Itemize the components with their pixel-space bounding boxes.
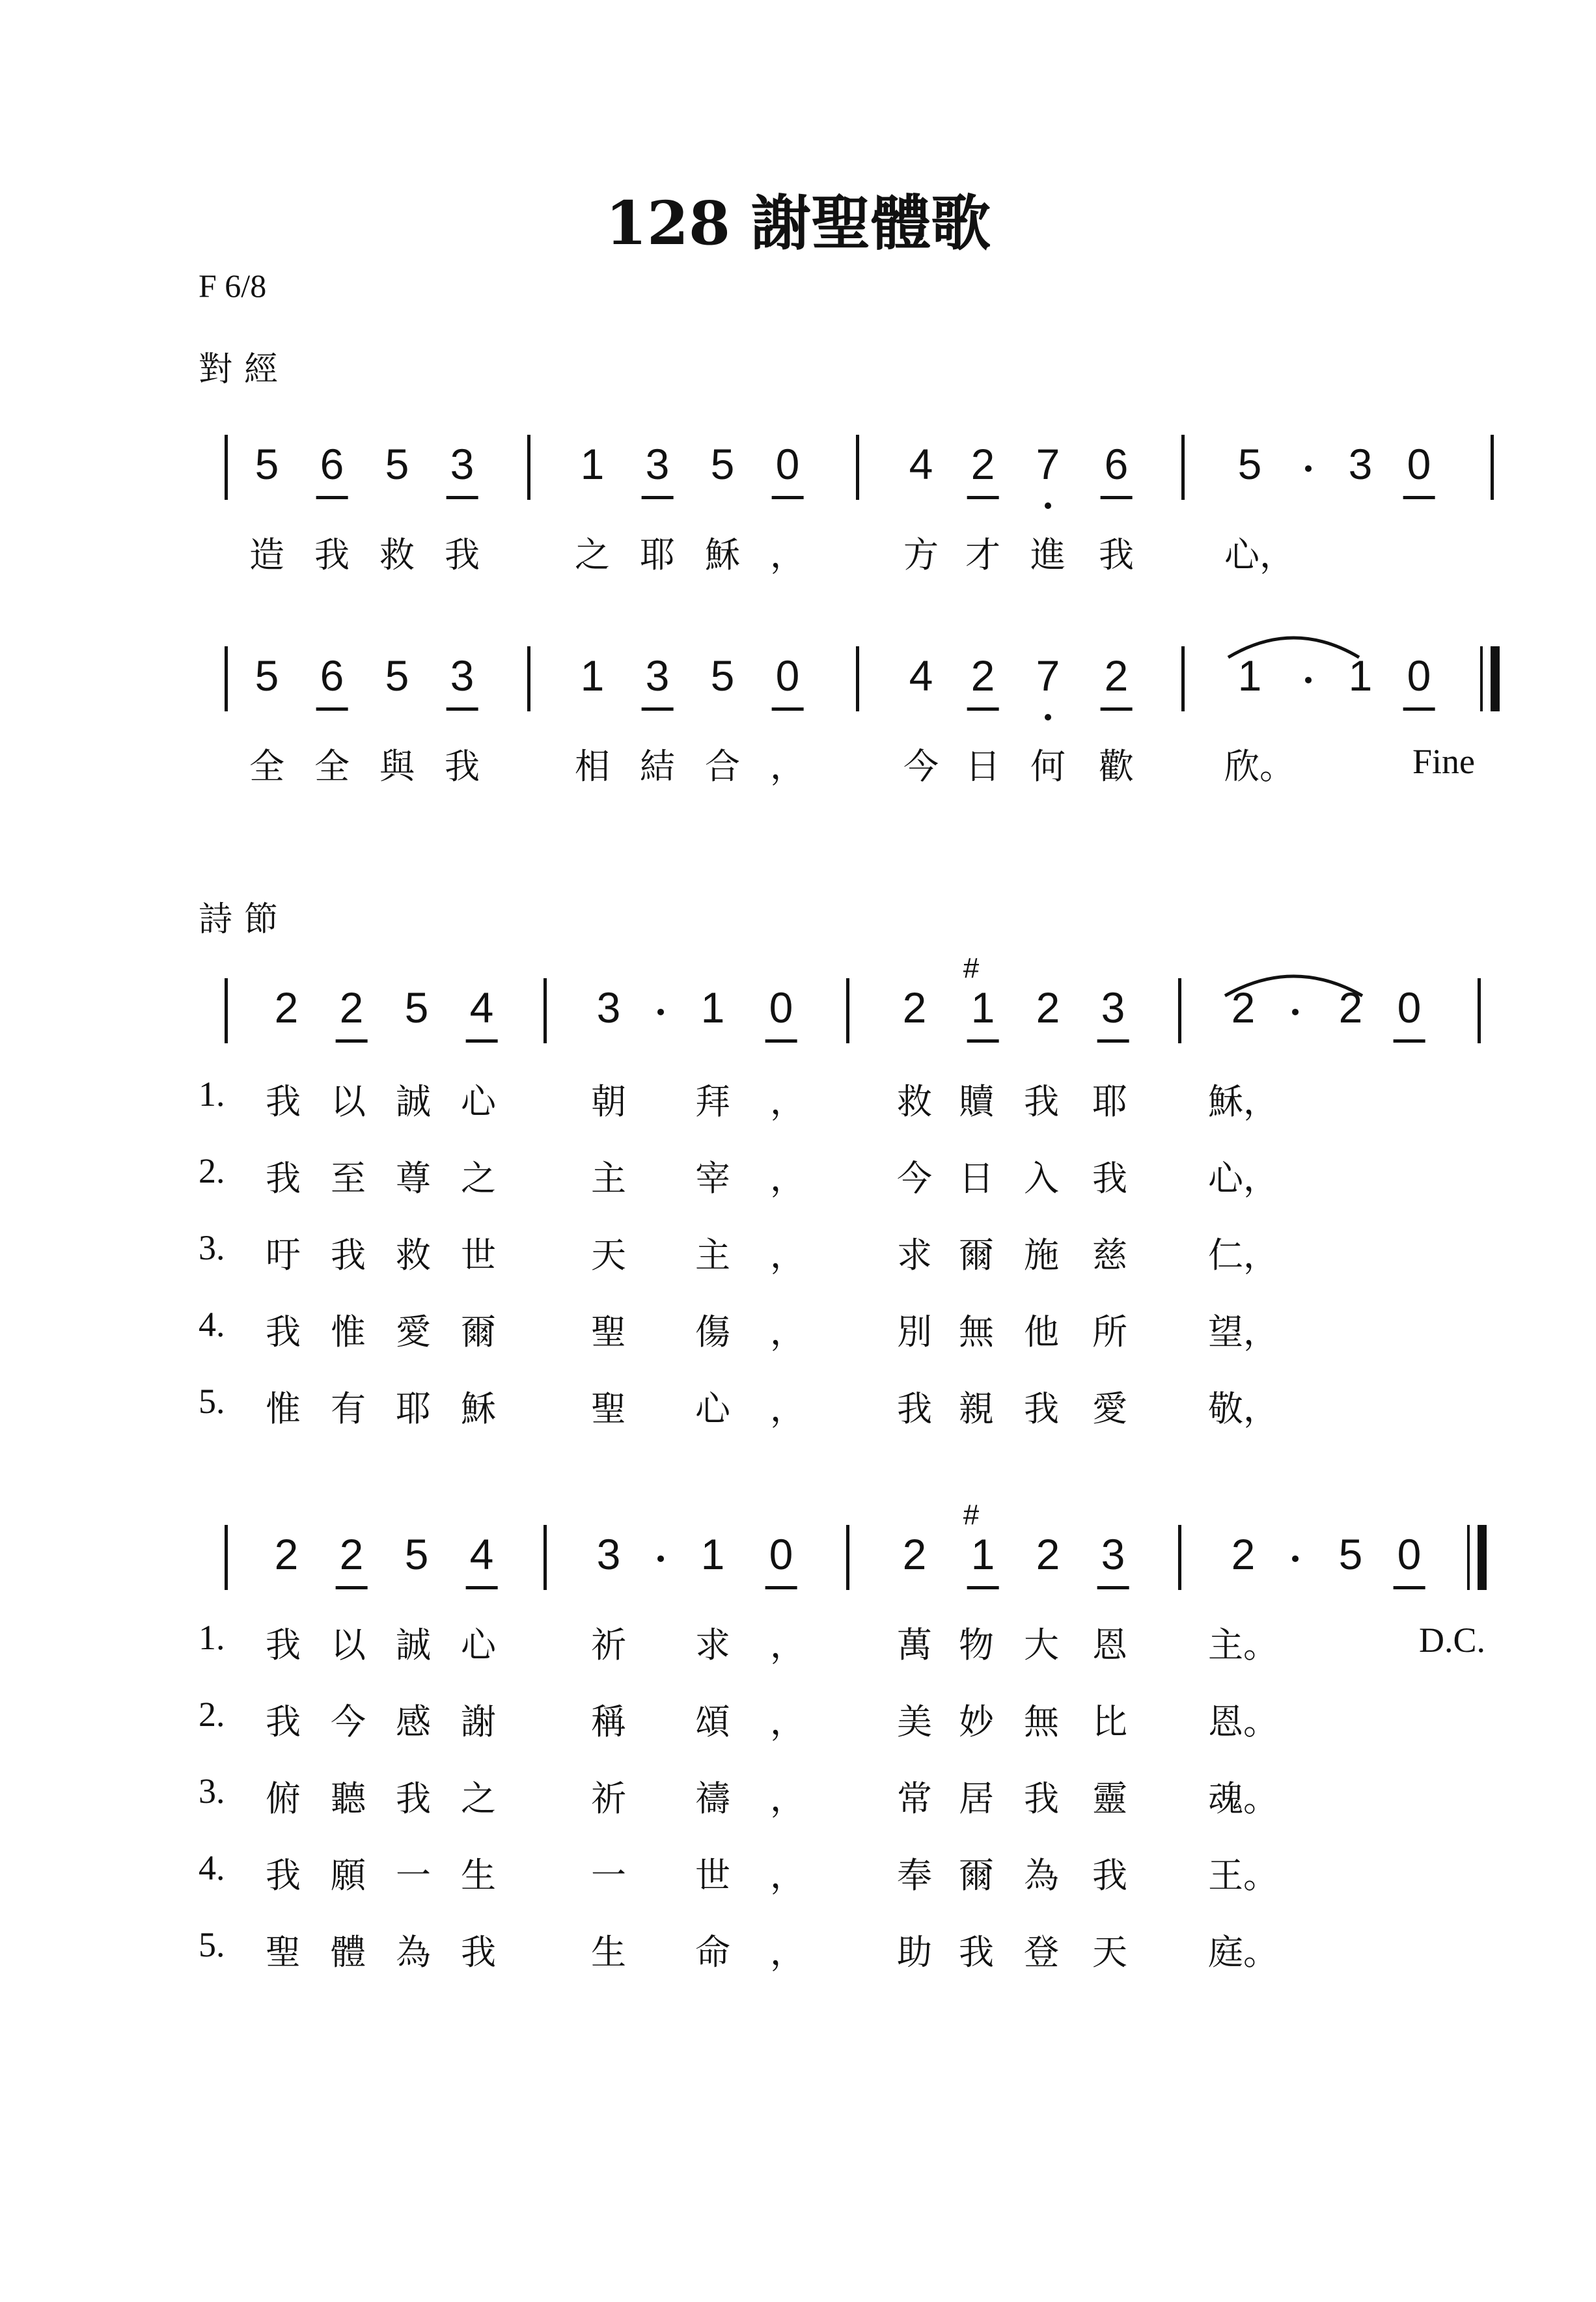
verse-lyric: 謝 [461, 1701, 496, 1742]
verse-lyric: 心 [461, 1081, 496, 1122]
verse-lyric: 施 [1024, 1235, 1059, 1276]
refrain-note: 6 [320, 443, 344, 486]
verse-lyric: 耶 [396, 1388, 431, 1429]
refrain-note-underline [772, 496, 804, 499]
refrain-note: 2 [971, 443, 995, 486]
refrain-note: 5 [710, 651, 735, 700]
verse-dot: · [654, 991, 667, 1033]
verse-lyric: 我 [1024, 1388, 1059, 1429]
verse-lyric: 誠 [396, 1624, 431, 1665]
verse-lyric: 我 [266, 1158, 301, 1199]
verse-note: 5 [1338, 1530, 1363, 1578]
verse-number: 1. [199, 1075, 225, 1114]
refrain-lyric: 造 [249, 534, 284, 575]
verse-lyric: 我 [461, 1932, 496, 1973]
verse-lyric: 拜 [695, 1081, 730, 1122]
verse-number: 2. [199, 1695, 225, 1734]
refrain-note-underline [1403, 707, 1435, 711]
verse-lyric: 入 [1024, 1158, 1059, 1199]
refrain-dot: · [1302, 659, 1315, 701]
verse-note: 0 [1397, 1533, 1422, 1576]
verse-note: 5 [404, 1530, 429, 1578]
verse-lyric: 朝 [591, 1081, 626, 1122]
verse-barline [225, 978, 228, 1043]
verse-number: 3. [199, 1228, 225, 1267]
verse-lyric: 居 [959, 1778, 994, 1819]
verse-lyric: 命 [695, 1932, 730, 1973]
verse-lyric: 萬 [897, 1624, 932, 1665]
verse-lyric: 心， [1208, 1158, 1278, 1199]
refrain-note: 1 [580, 651, 605, 700]
refrain-note: 0 [1407, 443, 1431, 486]
verse-lyric: 王。 [1208, 1855, 1278, 1896]
verse-lyric: 爾 [959, 1235, 994, 1276]
verse-lyric: 聖 [591, 1388, 626, 1429]
verse-lyric: 無 [959, 1311, 994, 1352]
verse-note: 3 [1101, 1533, 1125, 1576]
verse-lyric: 聖 [591, 1311, 626, 1352]
refrain-note-underline [1403, 496, 1435, 499]
verse-lyric: 為 [396, 1932, 431, 1973]
verse-number: 3. [199, 1772, 225, 1811]
verse-lyric: ， [770, 1235, 805, 1276]
verse-lyric: 宰 [695, 1158, 730, 1199]
refrain-lyric: 相 [575, 746, 610, 787]
verse-lyric: 聖 [266, 1932, 301, 1973]
verse-lyric: 仁， [1208, 1235, 1278, 1276]
verse-lyric: 惟 [266, 1388, 301, 1429]
refrain-lyric: 之 [575, 534, 610, 575]
refrain-lyric: 救 [379, 534, 415, 575]
refrain-note: 5 [385, 651, 409, 700]
verse-final-barline [1467, 1525, 1470, 1590]
verse-lyric: 庭。 [1208, 1932, 1278, 1973]
verse-lyric: 世 [461, 1235, 496, 1276]
verse-lyric: 無 [1024, 1701, 1059, 1742]
verse-lyric: 生 [591, 1932, 626, 1973]
refrain-lyric: 與 [379, 746, 415, 787]
refrain-note: 7 [1036, 651, 1060, 700]
verse-note: 2 [1338, 983, 1363, 1032]
verse-note: 4 [470, 1533, 494, 1576]
verse-lyric: 俯 [266, 1778, 301, 1819]
refrain-lyric: 才 [965, 534, 1000, 575]
verse-lyric: 至 [331, 1158, 366, 1199]
refrain-lyric: 我 [1099, 534, 1134, 575]
refrain-lyric: 今 [903, 746, 939, 787]
verse-lyric: 我 [1092, 1855, 1127, 1896]
verse-lyric: 我 [1092, 1158, 1127, 1199]
refrain-note: 5 [710, 440, 735, 488]
verse-barline [543, 978, 547, 1043]
refrain-barline [527, 435, 530, 500]
verse-lyric: 心 [461, 1624, 496, 1665]
refrain-low-octave-dot [1045, 502, 1051, 509]
refrain-note: 5 [1237, 440, 1262, 488]
verse-lyric: 誠 [396, 1081, 431, 1122]
refrain-note-underline [642, 496, 674, 499]
verse-barline [846, 978, 849, 1043]
fine-mark: Fine [1412, 742, 1476, 781]
refrain-lyric: ， [770, 534, 805, 575]
refrain-slur [1227, 625, 1360, 664]
verse-lyric: 奉 [897, 1855, 932, 1896]
refrain-lyric: 合 [705, 746, 740, 787]
verse-lyric: 願 [331, 1855, 366, 1896]
verse-note: 5 [404, 983, 429, 1032]
refrain-lyric: 進 [1030, 534, 1066, 575]
refrain-note-underline [967, 496, 999, 499]
verse-lyric: 稱 [591, 1701, 626, 1742]
refrain-note-underline [772, 707, 804, 711]
verse-note: 1 [700, 1530, 725, 1578]
verse-note-underline [765, 1039, 797, 1043]
verse-lyric: 為 [1024, 1855, 1059, 1896]
verse-lyric: 今 [331, 1701, 366, 1742]
refrain-note: 0 [1407, 654, 1431, 697]
verse-barline [1178, 978, 1181, 1043]
verse-lyric: 以 [331, 1081, 366, 1122]
verse-lyric: 惟 [331, 1311, 366, 1352]
refrain-barline [1181, 435, 1185, 500]
refrain-note-underline [1101, 496, 1133, 499]
verse-note-underline [967, 1039, 999, 1043]
refrain-note-underline [316, 496, 348, 499]
refrain-barline [225, 646, 228, 711]
verse-slur [1224, 963, 1364, 1002]
verse-lyric: 我 [266, 1624, 301, 1665]
refrain-note: 5 [385, 440, 409, 488]
key-signature: F 6/8 [199, 267, 267, 304]
verse-lyric: 主。 [1208, 1624, 1278, 1665]
verse-lyric: 感 [396, 1701, 431, 1742]
verse-lyric: 祈 [591, 1778, 626, 1819]
verse-number: 5. [199, 1925, 225, 1964]
verse-lyric: 吁 [266, 1235, 301, 1276]
refrain-note: 3 [450, 654, 475, 697]
verse-lyric: 世 [695, 1855, 730, 1896]
verse-lyric: 愛 [396, 1311, 431, 1352]
verse-number: 4. [199, 1305, 225, 1344]
refrain-note: 0 [776, 443, 800, 486]
verse-dot: · [1289, 991, 1302, 1033]
refrain-lyric: 我 [314, 534, 350, 575]
verse-lyric: 愛 [1092, 1388, 1127, 1429]
verse-lyric: 我 [266, 1701, 301, 1742]
verse-note-underline [1394, 1039, 1425, 1043]
verse-lyric: 祈 [591, 1624, 626, 1665]
verse-note-underline [1394, 1586, 1425, 1589]
verse-note: 3 [596, 983, 621, 1032]
verse-lyric: 救 [396, 1235, 431, 1276]
verse-note-underline [466, 1039, 498, 1043]
verse-note: 2 [902, 983, 927, 1032]
refrain-note-underline [642, 707, 674, 711]
refrain-note-underline [447, 496, 478, 499]
verse-note: 0 [769, 986, 793, 1029]
verse-note: 4 [470, 986, 494, 1029]
verse-lyric: 美 [897, 1701, 932, 1742]
verse-sharp-sign: # [963, 1499, 980, 1531]
refrain-lyric: 欣。 [1224, 746, 1295, 787]
refrain-note-underline [1101, 707, 1133, 711]
verse-lyric: 天 [591, 1235, 626, 1276]
verse-lyric: 傷 [695, 1311, 730, 1352]
verse-note: 2 [340, 986, 364, 1029]
verse-lyric: 親 [959, 1388, 994, 1429]
refrain-note: 1 [1237, 651, 1262, 700]
verse-lyric: 求 [897, 1235, 932, 1276]
verse-lyric: 主 [695, 1235, 730, 1276]
refrain-note: 6 [1105, 443, 1129, 486]
verse-lyric: 常 [897, 1778, 932, 1819]
verse-lyric: 靈 [1092, 1778, 1127, 1819]
verse-final-barline-thick [1480, 1525, 1487, 1590]
refrain-note: 7 [1036, 440, 1060, 488]
refrain-note: 6 [320, 654, 344, 697]
verse-lyric: 以 [331, 1624, 366, 1665]
verse-lyric: 物 [959, 1624, 994, 1665]
refrain-lyric: 歡 [1099, 746, 1134, 787]
verse-lyric: ， [770, 1778, 805, 1819]
verse-note: 3 [596, 1530, 621, 1578]
verse-dot: · [654, 1538, 667, 1580]
verse-note-underline [1097, 1586, 1129, 1589]
refrain-note-underline [316, 707, 348, 711]
refrain-note: 3 [646, 654, 670, 697]
verse-lyric: 魂。 [1208, 1778, 1278, 1819]
verse-lyric: 我 [266, 1855, 301, 1896]
verse-note-underline [1097, 1039, 1129, 1043]
verse-note-underline [336, 1586, 368, 1589]
refrain-barline [225, 435, 228, 500]
refrain-lyric: 全 [314, 746, 350, 787]
verse-lyric: 我 [897, 1388, 932, 1429]
verse-lyric: ， [770, 1388, 805, 1429]
refrain-note: 3 [1348, 440, 1373, 488]
verse-note: 1 [971, 986, 995, 1029]
refrain-barline [1181, 646, 1185, 711]
verses-label: 詩節 [199, 900, 290, 939]
verse-note: 0 [769, 1533, 793, 1576]
verse-note-underline [336, 1039, 368, 1043]
verse-lyric: 穌， [1208, 1081, 1278, 1122]
verse-lyric: 爾 [959, 1855, 994, 1896]
verse-lyric: 我 [266, 1081, 301, 1122]
verse-lyric: 之 [461, 1778, 496, 1819]
verse-lyric: 禱 [695, 1778, 730, 1819]
refrain-barline [527, 646, 530, 711]
verse-lyric: ， [770, 1311, 805, 1352]
verse-note-underline [466, 1586, 498, 1589]
refrain-lyric: 方 [903, 534, 939, 575]
verse-lyric: ， [770, 1081, 805, 1122]
verse-lyric: 有 [331, 1388, 366, 1429]
refrain-note: 5 [255, 651, 279, 700]
refrain-lyric: 何 [1030, 746, 1066, 787]
refrain-note: 1 [1348, 651, 1373, 700]
verse-lyric: 我 [959, 1932, 994, 1973]
refrain-label: 對經 [199, 350, 290, 389]
refrain-lyric: 心， [1224, 534, 1295, 575]
verse-lyric: 他 [1024, 1311, 1059, 1352]
verse-sharp-sign: # [963, 952, 980, 984]
refrain-lyric: 日 [965, 746, 1000, 787]
verse-lyric: 我 [1024, 1778, 1059, 1819]
verse-lyric: ， [770, 1624, 805, 1665]
refrain-final-barline-thick [1493, 646, 1500, 711]
verse-lyric: 別 [897, 1311, 932, 1352]
refrain-note-underline [447, 707, 478, 711]
verse-number: 2. [199, 1151, 225, 1190]
verse-number: 4. [199, 1848, 225, 1887]
refrain-low-octave-dot [1045, 714, 1051, 720]
hymn-title: 128 謝聖體歌 [605, 188, 991, 258]
refrain-lyric: ， [770, 746, 805, 787]
verse-lyric: 我 [331, 1235, 366, 1276]
verse-lyric: 爾 [461, 1311, 496, 1352]
refrain-lyric: 穌 [705, 534, 740, 575]
verse-lyric: ， [770, 1855, 805, 1896]
verse-lyric: 我 [1024, 1081, 1059, 1122]
verse-lyric: 一 [591, 1855, 626, 1896]
verse-note: 2 [274, 1530, 299, 1578]
refrain-note-underline [967, 707, 999, 711]
verse-note: 2 [274, 983, 299, 1032]
verse-lyric: 我 [396, 1778, 431, 1819]
refrain-lyric: 耶 [640, 534, 675, 575]
verse-note: 0 [1397, 986, 1422, 1029]
verse-barline [1478, 978, 1481, 1043]
verse-lyric: 之 [461, 1158, 496, 1199]
verse-note-underline [967, 1586, 999, 1589]
refrain-lyric: 結 [640, 746, 675, 787]
verse-lyric: 比 [1092, 1701, 1127, 1742]
verse-lyric: 大 [1024, 1624, 1059, 1665]
verse-lyric: 日 [959, 1158, 994, 1199]
refrain-barline [856, 435, 859, 500]
verse-lyric: 體 [331, 1932, 366, 1973]
refrain-barline [1491, 435, 1494, 500]
verse-lyric: 一 [396, 1855, 431, 1896]
verse-dot: · [1289, 1538, 1302, 1580]
verse-lyric: 恩 [1092, 1624, 1127, 1665]
verse-lyric: 助 [897, 1932, 932, 1973]
verse-note: 2 [1036, 983, 1060, 1032]
verse-lyric: 頌 [695, 1701, 730, 1742]
verse-lyric: 慈 [1092, 1235, 1127, 1276]
verse-number: 5. [199, 1382, 225, 1421]
refrain-barline [856, 646, 859, 711]
verse-note: 2 [340, 1533, 364, 1576]
verse-lyric: 望， [1208, 1311, 1278, 1352]
refrain-lyric: 我 [445, 746, 480, 787]
verse-lyric: 心 [695, 1388, 730, 1429]
verse-lyric: 尊 [396, 1158, 431, 1199]
verse-lyric: 妙 [959, 1701, 994, 1742]
verse-lyric: 主 [591, 1158, 626, 1199]
verse-barline [846, 1525, 849, 1590]
refrain-note: 3 [450, 443, 475, 486]
refrain-note: 4 [909, 651, 933, 700]
verse-note: 2 [1036, 1530, 1060, 1578]
verse-note-underline [765, 1586, 797, 1589]
verse-note: 2 [1231, 1530, 1256, 1578]
verse-note: 1 [971, 1533, 995, 1576]
refrain-note: 2 [971, 654, 995, 697]
dc-mark: D.C. [1419, 1621, 1486, 1660]
verse-lyric: 我 [266, 1311, 301, 1352]
verse-lyric: 求 [695, 1624, 730, 1665]
verse-note: 2 [1231, 983, 1256, 1032]
refrain-note: 3 [646, 443, 670, 486]
verse-lyric: 聽 [331, 1778, 366, 1819]
refrain-lyric: 我 [445, 534, 480, 575]
verse-lyric: 敬， [1208, 1388, 1278, 1429]
verse-note: 3 [1101, 986, 1125, 1029]
verse-lyric: 所 [1092, 1311, 1127, 1352]
verse-lyric: ， [770, 1158, 805, 1199]
verse-lyric: 耶 [1092, 1081, 1127, 1122]
verse-lyric: 救 [897, 1081, 932, 1122]
verse-lyric: 生 [461, 1855, 496, 1896]
verse-barline [1178, 1525, 1181, 1590]
verse-lyric: 穌 [461, 1388, 496, 1429]
verse-barline [543, 1525, 547, 1590]
verse-number: 1. [199, 1618, 225, 1657]
verse-lyric: ， [770, 1932, 805, 1973]
refrain-dot: · [1302, 448, 1315, 489]
refrain-lyric: 全 [249, 746, 284, 787]
verse-note: 2 [902, 1530, 927, 1578]
verse-barline [225, 1525, 228, 1590]
verse-note: 1 [700, 983, 725, 1032]
refrain-note: 2 [1105, 654, 1129, 697]
refrain-final-barline [1480, 646, 1483, 711]
verse-lyric: ， [770, 1701, 805, 1742]
verse-lyric: 今 [897, 1158, 932, 1199]
refrain-note: 4 [909, 440, 933, 488]
refrain-note: 0 [776, 654, 800, 697]
verse-lyric: 天 [1092, 1932, 1127, 1973]
verse-lyric: 登 [1024, 1932, 1059, 1973]
verse-lyric: 贖 [959, 1081, 994, 1122]
refrain-note: 5 [255, 440, 279, 488]
refrain-note: 1 [580, 440, 605, 488]
verse-lyric: 恩。 [1208, 1701, 1278, 1742]
